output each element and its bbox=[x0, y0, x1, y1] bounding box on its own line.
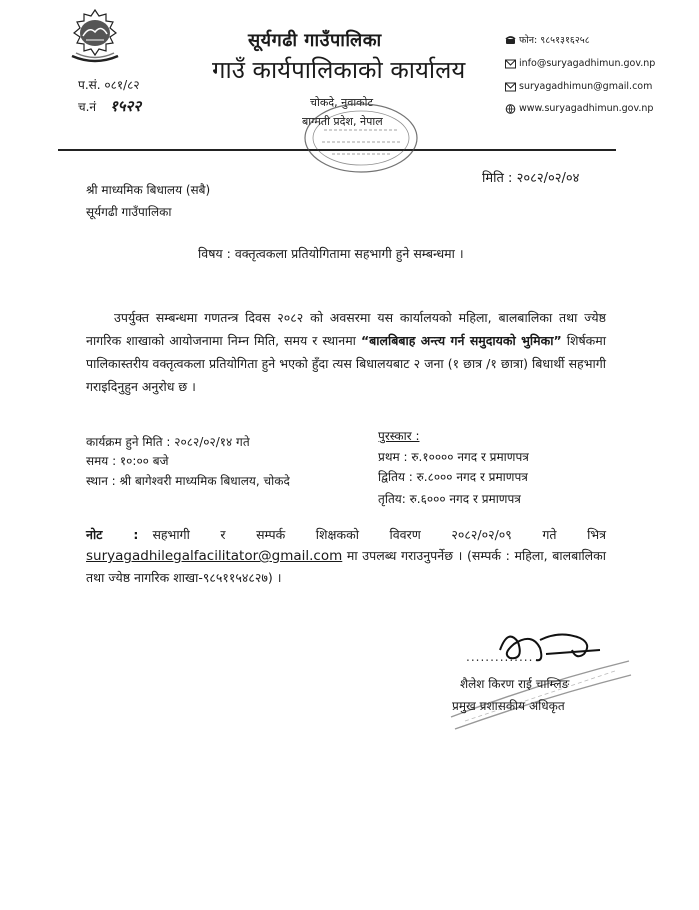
government-emblem-logo bbox=[66, 6, 124, 66]
body-topic: “बालबिबाह अन्त्य गर्न समुदायको भुमिका” bbox=[360, 333, 562, 348]
dispatch-number bbox=[78, 96, 141, 116]
note-email-link[interactable]: suryagadhilegalfacilitator@gmail.com bbox=[86, 548, 343, 564]
program-date: कार्यक्रम हुने मिति : २०८२/०२/१४ गते bbox=[86, 435, 250, 449]
contact-phone-text: फोन: ९८५१३१६२५८ bbox=[519, 35, 590, 46]
note-text-1: सहभागी र सम्पर्क शिक्षकको विवरण २०८२/०२/०९ गते भित्र bbox=[152, 527, 607, 542]
recipient-line-2: सूर्यगढी गाउँपालिका bbox=[86, 205, 172, 219]
web-icon bbox=[505, 104, 516, 114]
program-venue: स्थान : श्री बागेश्वरी माध्यमिक बिधालय, चोकदे bbox=[86, 474, 290, 488]
officer-seal bbox=[445, 655, 635, 735]
email-icon bbox=[505, 82, 516, 92]
prize-second: द्वितिय : रु.८००० नगद र प्रमाणपत्र bbox=[378, 470, 528, 484]
letter-date: मिति : २०८२/०२/०४ bbox=[482, 171, 580, 186]
phone-icon bbox=[505, 35, 516, 45]
contact-website[interactable] bbox=[505, 103, 653, 114]
signature-line: .............. bbox=[466, 650, 534, 664]
email-icon bbox=[505, 59, 516, 69]
office-title: गाउँ कार्यपालिकाको कार्यालय bbox=[212, 56, 466, 84]
contact-email-gmail-text: suryagadhimun@gmail.com bbox=[519, 81, 653, 92]
signatory-designation: प्रमुख प्रशासकीय अधिकृत bbox=[452, 699, 565, 713]
note-text-2: मा उपलब्ध गराउनुपर्नेछ । (सम्पर्क : महिला, बालबालिका तथा ज्येष्ठ नागरिक शाखा-९८५११५४८२७) । bbox=[86, 548, 606, 585]
program-time: समय : १०:०० बजे bbox=[86, 454, 169, 468]
dispatch-number-label: च.नं bbox=[78, 100, 97, 114]
dispatch-number-value: १५२२ bbox=[109, 97, 142, 115]
contact-email-gmail[interactable] bbox=[505, 81, 652, 92]
letter-subject: विषय : वक्तृत्वकला प्रतियोगितामा सहभागी हुने सम्बन्धमा । bbox=[198, 246, 464, 261]
body-text-1: उपर्युक्त सम्बन्धमा गणतन्त्र दिवस २०८२ को अवसरमा यस कार्यालयको महिला, बालबालिका तथा ज्येष्ठ नागरिक शाखाको आयोजनामा निम्न मिति, समय र स्थानमा bbox=[86, 310, 606, 348]
signatory-name: शैलेश किरण राई चाम्लिङ bbox=[460, 677, 570, 691]
prizes-heading: पुरस्कार : bbox=[378, 429, 420, 443]
contact-phone bbox=[505, 33, 590, 46]
note-paragraph bbox=[86, 524, 606, 588]
recipient-line-1: श्री माध्यमिक बिधालय (सबै) bbox=[86, 183, 211, 197]
contact-email-info-text: info@suryagadhimun.gov.np bbox=[519, 58, 656, 69]
letter-body bbox=[86, 306, 606, 398]
office-stamp bbox=[302, 100, 420, 180]
address-line-2: बाग्मती प्रदेश, नेपाल bbox=[302, 115, 383, 128]
note-label: नोट : bbox=[86, 527, 139, 542]
address-line-1: चोकदे, नुवाकोट bbox=[310, 96, 374, 109]
body-text-2: शिर्षकमा पालिकास्तरीय वक्तृत्वकला प्रतियोगिता हुने भएको हुँदा त्यस बिधालयबाट २ जना (१ छात्र /१ छात्रा) बिधार्थी सहभागी गराइदिनुहुन अनुरोध छ । bbox=[86, 333, 606, 394]
contact-website-text: www.suryagadhimun.gov.np bbox=[519, 103, 654, 114]
prize-third: तृतिय: रु.६००० नगद र प्रमाणपत्र bbox=[378, 492, 521, 506]
reference-number: प.सं. ०८१/८२ bbox=[78, 78, 140, 92]
prize-first: प्रथम : रु.१०००० नगद र प्रमाणपत्र bbox=[378, 450, 529, 464]
office-name: सूर्यगढी गाउँपालिका bbox=[248, 30, 382, 51]
contact-email-info[interactable] bbox=[505, 58, 655, 69]
